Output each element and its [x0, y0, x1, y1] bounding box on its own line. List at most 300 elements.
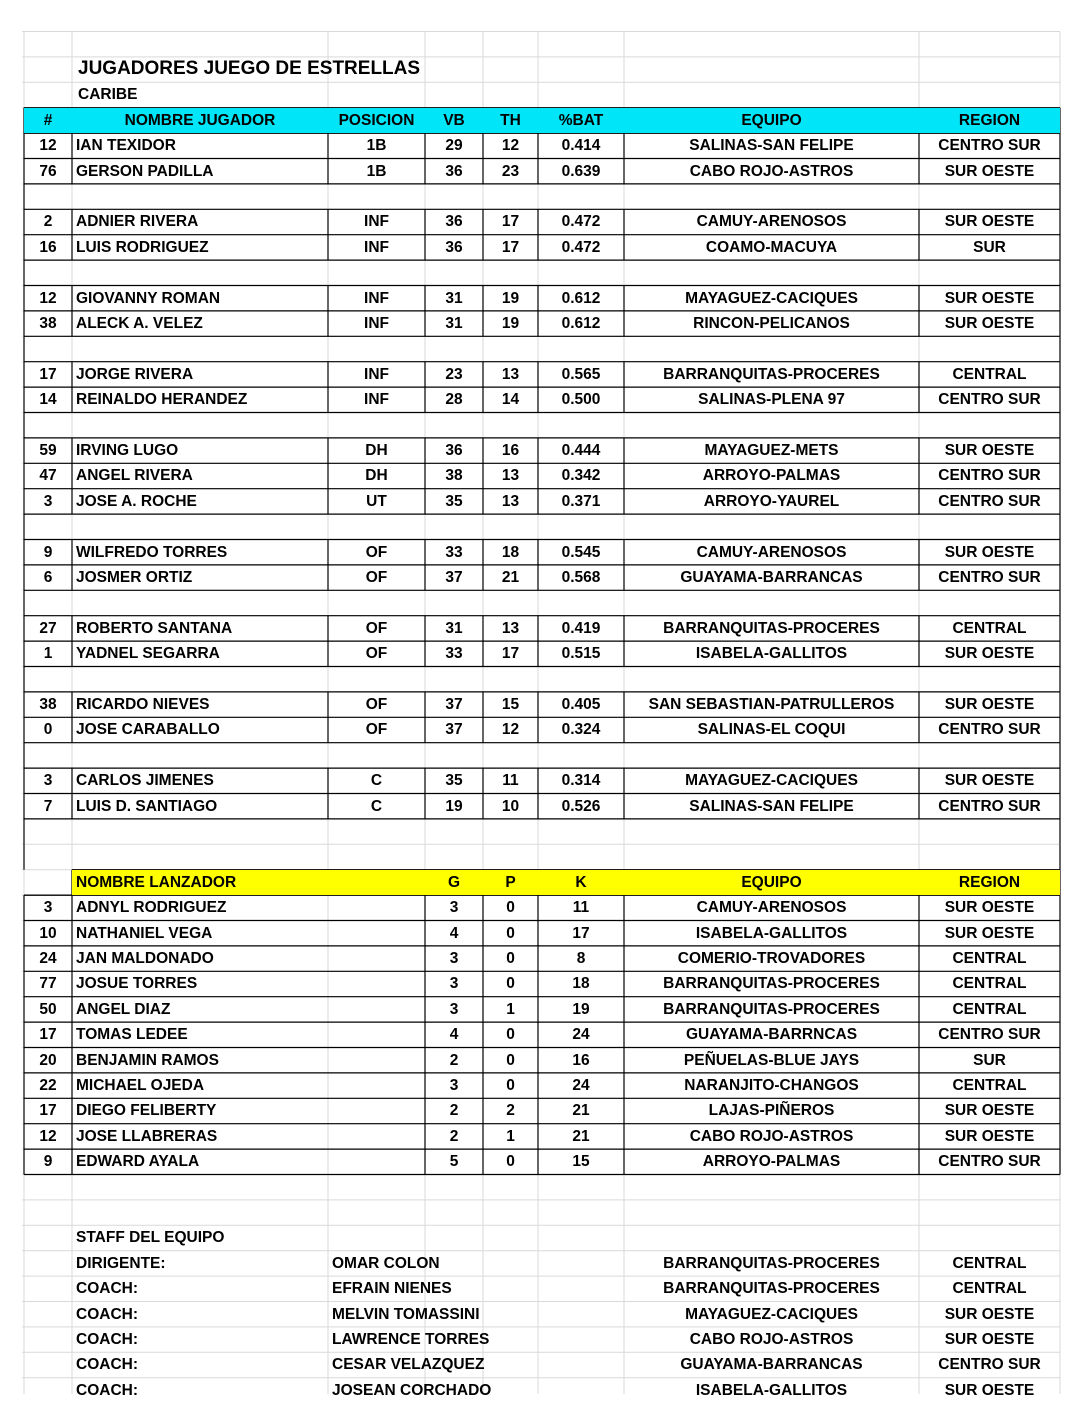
player-col-position: 1B: [366, 137, 387, 155]
player-col-player-name: ADNIER RIVERA: [76, 213, 199, 231]
player-col-th: 18: [501, 543, 520, 561]
player-col-number: 7: [43, 797, 53, 815]
player-col-region: CENTRO SUR: [938, 391, 1041, 409]
pitcher-losses: 1: [506, 1127, 515, 1145]
player-col-number: 3: [43, 772, 53, 790]
player-col-player-name: ROBERTO SANTANA: [76, 619, 233, 637]
player-col-bat-avg: 0.500: [561, 391, 601, 409]
player-col-th: 14: [501, 391, 520, 409]
player-col-position: INF: [364, 365, 389, 383]
player-col-number: 14: [39, 391, 57, 409]
pitcher-strikeouts: 16: [572, 1051, 590, 1069]
pitching-header-row: [0, 870, 1080, 895]
pitcher-games: 2: [449, 1127, 459, 1145]
player-col-vb: 36: [445, 238, 463, 256]
pitcher-games: 3: [449, 949, 459, 967]
pitcher-team: ARROYO-PALMAS: [702, 1153, 841, 1171]
pitcher-name: DIEGO FELIBERTY: [76, 1102, 217, 1120]
header-pitcher-name: NOMBRE LANZADOR: [76, 873, 237, 891]
pitcher-games: 3: [449, 899, 459, 917]
player-col-th: 13: [501, 365, 520, 383]
pitcher-row: [0, 1048, 1080, 1073]
player-col-vb: 36: [445, 441, 463, 459]
header-col-team: EQUIPO: [741, 111, 802, 129]
title-row: [0, 57, 1080, 82]
pitcher-team: LAJAS-PIÑEROS: [708, 1102, 835, 1120]
player-col-region: CENTRO SUR: [938, 797, 1041, 815]
pitcher-name: MICHAEL OJEDA: [76, 1076, 205, 1094]
pitcher-name: ADNYL RODRIGUEZ: [76, 899, 227, 917]
player-col-position: C: [370, 797, 383, 815]
pitcher-games: 3: [449, 1000, 459, 1018]
player-col-team: MAYAGUEZ-METS: [704, 441, 839, 459]
player-row: [0, 159, 1080, 184]
player-col-bat-avg: 0.472: [561, 238, 601, 256]
player-col-vb: 28: [445, 391, 463, 409]
player-col-player-name: JORGE RIVERA: [76, 365, 194, 383]
player-col-region: CENTRO SUR: [938, 721, 1041, 739]
player-col-team: CABO ROJO-ASTROS: [689, 162, 854, 180]
player-col-th: 13: [501, 619, 520, 637]
header-games: G: [447, 873, 461, 891]
staff-role: COACH:: [76, 1356, 138, 1374]
pitcher-strikeouts: 18: [572, 975, 590, 993]
player-col-vb: 33: [445, 645, 463, 663]
player-col-position: DH: [365, 441, 388, 459]
pitcher-number: 3: [43, 899, 53, 917]
player-row: [0, 616, 1080, 641]
player-col-region: CENTRO SUR: [938, 467, 1041, 485]
player-col-position: 1B: [366, 162, 387, 180]
pitcher-row: [0, 1073, 1080, 1098]
staff-name: EFRAIN NIENES: [332, 1280, 452, 1298]
player-col-team: SALINAS-PLENA 97: [698, 391, 845, 409]
player-col-bat-avg: 0.612: [561, 314, 601, 332]
player-col-region: CENTRAL: [952, 619, 1027, 637]
staff-row: [0, 1327, 1080, 1352]
header-col-region: REGION: [958, 111, 1021, 129]
player-col-vb: 23: [445, 365, 463, 383]
staff-row: [0, 1251, 1080, 1276]
pitcher-name: EDWARD AYALA: [76, 1153, 200, 1171]
header-team: EQUIPO: [741, 873, 802, 891]
player-col-bat-avg: 0.314: [561, 772, 601, 790]
player-col-vb: 31: [445, 314, 463, 332]
pitcher-games: 5: [449, 1153, 459, 1171]
player-col-vb: 31: [445, 619, 463, 637]
pitcher-games: 4: [449, 924, 459, 942]
pitcher-strikeouts: 17: [572, 924, 590, 942]
player-col-th: 13: [501, 467, 520, 485]
player-col-bat-avg: 0.405: [561, 695, 601, 713]
player-col-team: GUAYAMA-BARRANCAS: [680, 568, 863, 586]
pitcher-losses: 0: [506, 1026, 515, 1044]
player-col-th: 19: [501, 289, 520, 307]
player-col-position: OF: [365, 721, 388, 739]
staff-region: SUR OESTE: [944, 1305, 1035, 1323]
player-col-team: MAYAGUEZ-CACIQUES: [685, 772, 858, 790]
pitcher-games: 2: [449, 1102, 459, 1120]
pitcher-strikeouts: 21: [572, 1102, 590, 1120]
staff-team: CABO ROJO-ASTROS: [689, 1330, 854, 1348]
pitcher-team: BARRANQUITAS-PROCERES: [663, 975, 880, 993]
pitcher-name: JOSUE TORRES: [76, 975, 198, 993]
player-col-region: SUR OESTE: [944, 289, 1035, 307]
player-col-vb: 29: [445, 137, 463, 155]
pitcher-losses: 0: [506, 949, 515, 967]
player-col-region: SUR OESTE: [944, 213, 1035, 231]
pitcher-region: SUR OESTE: [944, 1127, 1035, 1145]
pitcher-team: COMERIO-TROVADORES: [677, 949, 866, 967]
player-col-vb: 37: [445, 695, 463, 713]
player-col-region: SUR OESTE: [944, 543, 1035, 561]
pitcher-row: [0, 895, 1080, 920]
player-col-vb: 31: [445, 289, 463, 307]
pitcher-losses: 2: [506, 1102, 515, 1120]
pitcher-number: 9: [43, 1153, 53, 1171]
player-col-number: 38: [39, 695, 57, 713]
pitcher-region: CENTRO SUR: [938, 1026, 1041, 1044]
staff-team: BARRANQUITAS-PROCERES: [663, 1254, 880, 1272]
player-col-position: DH: [365, 467, 388, 485]
player-col-position: OF: [365, 619, 388, 637]
page-title: JUGADORES JUEGO DE ESTRELLAS: [78, 57, 421, 79]
staff-role: COACH:: [76, 1305, 138, 1323]
staff-name: JOSEAN CORCHADO: [332, 1381, 492, 1399]
player-col-position: INF: [364, 289, 389, 307]
player-col-bat-avg: 0.414: [561, 137, 601, 155]
staff-role: DIRIGENTE:: [76, 1254, 166, 1272]
player-col-number: 27: [39, 619, 57, 637]
player-col-team: SAN SEBASTIAN-PATRULLEROS: [648, 695, 895, 713]
staff-title-row: [0, 1225, 1080, 1250]
pitcher-team: BARRANQUITAS-PROCERES: [663, 1000, 880, 1018]
player-col-number: 12: [39, 137, 57, 155]
player-col-bat-avg: 0.324: [561, 721, 601, 739]
player-col-player-name: ALECK A. VELEZ: [76, 314, 203, 332]
player-col-vb: 37: [445, 568, 463, 586]
staff-region: CENTRAL: [952, 1254, 1027, 1272]
pitcher-name: ANGEL DIAZ: [76, 1000, 171, 1018]
player-col-player-name: WILFREDO TORRES: [76, 543, 228, 561]
staff-role: COACH:: [76, 1330, 138, 1348]
staff-role: COACH:: [76, 1280, 138, 1298]
pitcher-number: 17: [39, 1026, 57, 1044]
player-col-vb: 33: [445, 543, 463, 561]
player-row: [0, 768, 1080, 793]
player-col-number: 12: [39, 289, 57, 307]
pitcher-row: [0, 1022, 1080, 1047]
player-col-team: ARROYO-PALMAS: [702, 467, 841, 485]
player-col-player-name: CARLOS JIMENES: [76, 772, 214, 790]
player-col-number: 0: [43, 721, 53, 739]
player-col-bat-avg: 0.342: [561, 467, 601, 485]
pitcher-number: 77: [39, 975, 57, 993]
pitcher-losses: 0: [506, 1153, 515, 1171]
player-col-th: 17: [501, 238, 520, 256]
player-col-vb: 19: [445, 797, 463, 815]
player-col-th: 17: [501, 645, 520, 663]
staff-region: SUR OESTE: [944, 1330, 1035, 1348]
player-col-region: SUR OESTE: [944, 772, 1035, 790]
pitcher-row: [0, 1124, 1080, 1149]
player-col-bat-avg: 0.568: [561, 568, 601, 586]
player-col-team: ARROYO-YAUREL: [703, 492, 840, 510]
player-col-th: 17: [501, 213, 520, 231]
player-col-team: SALINAS-EL COQUI: [697, 721, 846, 739]
player-col-number: 47: [39, 467, 57, 485]
player-col-bat-avg: 0.639: [561, 162, 601, 180]
player-row: [0, 438, 1080, 463]
player-col-position: INF: [364, 213, 389, 231]
pitcher-row: [0, 1098, 1080, 1123]
player-col-number: 2: [43, 213, 53, 231]
player-row: [0, 641, 1080, 666]
player-col-th: 23: [501, 162, 520, 180]
player-row: [0, 311, 1080, 336]
player-col-region: SUR OESTE: [944, 441, 1035, 459]
player-col-th: 11: [502, 772, 519, 790]
player-col-number: 3: [43, 492, 53, 510]
player-col-bat-avg: 0.565: [561, 365, 601, 383]
pitcher-row: [0, 1149, 1080, 1174]
player-col-region: SUR: [973, 238, 1006, 256]
pitcher-strikeouts: 15: [572, 1153, 590, 1171]
player-col-team: SALINAS-SAN FELIPE: [689, 797, 854, 815]
header-col-position: POSICION: [338, 111, 415, 129]
pitcher-name: JAN MALDONADO: [76, 949, 214, 967]
player-col-region: CENTRO SUR: [938, 137, 1041, 155]
staff-region: CENTRO SUR: [938, 1356, 1041, 1374]
player-col-th: 19: [501, 314, 520, 332]
pitcher-region: CENTRAL: [952, 1076, 1027, 1094]
pitcher-games: 3: [449, 975, 459, 993]
pitcher-region: SUR OESTE: [944, 899, 1035, 917]
player-col-number: 16: [39, 238, 57, 256]
header-strikeouts: K: [575, 873, 587, 891]
batting-header-row: [24, 108, 1060, 133]
player-col-th: 15: [501, 695, 520, 713]
player-col-player-name: REINALDO HERANDEZ: [76, 391, 248, 409]
player-row: [0, 387, 1080, 412]
player-col-th: 13: [501, 492, 520, 510]
pitcher-team: GUAYAMA-BARRNCAS: [685, 1026, 858, 1044]
player-col-player-name: GERSON PADILLA: [76, 162, 214, 180]
pitcher-region: SUR OESTE: [944, 924, 1035, 942]
pitcher-team: CABO ROJO-ASTROS: [689, 1127, 854, 1145]
player-col-region: SUR OESTE: [944, 645, 1035, 663]
player-col-bat-avg: 0.612: [561, 289, 601, 307]
pitcher-number: 24: [39, 949, 57, 967]
pitcher-name: JOSE LLABRERAS: [76, 1127, 218, 1145]
player-row: [0, 133, 1080, 158]
pitcher-region: CENTRAL: [952, 1000, 1027, 1018]
pitcher-team: CAMUY-ARENOSOS: [696, 899, 847, 917]
player-col-region: SUR OESTE: [944, 162, 1035, 180]
player-col-th: 12: [501, 721, 520, 739]
player-col-player-name: GIOVANNY ROMAN: [76, 289, 221, 307]
player-col-team: COAMO-MACUYA: [705, 238, 838, 256]
player-row: [0, 489, 1080, 514]
pitcher-strikeouts: 8: [576, 949, 586, 967]
pitcher-losses: 0: [506, 975, 515, 993]
pitcher-strikeouts: 11: [572, 899, 590, 917]
pitcher-row: [0, 921, 1080, 946]
player-col-vb: 35: [445, 772, 463, 790]
header-col-number: #: [43, 111, 53, 129]
player-col-bat-avg: 0.444: [561, 441, 601, 459]
player-col-region: CENTRAL: [952, 365, 1027, 383]
player-col-bat-avg: 0.515: [561, 645, 601, 663]
player-col-team: CAMUY-ARENOSOS: [696, 213, 847, 231]
player-col-number: 9: [43, 543, 53, 561]
player-col-number: 76: [39, 162, 57, 180]
player-col-vb: 36: [445, 213, 463, 231]
player-col-position: OF: [365, 695, 388, 713]
player-col-team: BARRANQUITAS-PROCERES: [663, 365, 880, 383]
pitcher-number: 50: [39, 1000, 57, 1018]
staff-team: ISABELA-GALLITOS: [695, 1381, 848, 1399]
header-col-bat-avg: %BAT: [558, 111, 604, 129]
player-col-team: SALINAS-SAN FELIPE: [689, 137, 854, 155]
pitcher-games: 3: [449, 1076, 459, 1094]
player-row: [0, 692, 1080, 717]
header-col-th: TH: [500, 111, 521, 129]
pitcher-team: PEÑUELAS-BLUE JAYS: [683, 1051, 860, 1069]
player-row: [0, 463, 1080, 488]
staff-region: SUR OESTE: [944, 1381, 1035, 1399]
staff-row: [0, 1302, 1080, 1327]
staff-region: CENTRAL: [952, 1280, 1027, 1298]
player-row: [0, 717, 1080, 742]
player-row: [0, 362, 1080, 387]
staff-team: MAYAGUEZ-CACIQUES: [685, 1305, 858, 1323]
header-losses: P: [505, 873, 516, 891]
staff-name: OMAR COLON: [332, 1254, 440, 1272]
pitcher-row: [0, 971, 1080, 996]
player-col-player-name: YADNEL SEGARRA: [76, 645, 220, 663]
player-col-region: CENTRO SUR: [938, 568, 1041, 586]
player-col-player-name: ANGEL RIVERA: [76, 467, 193, 485]
pitcher-strikeouts: 24: [572, 1026, 590, 1044]
player-col-vb: 37: [445, 721, 463, 739]
pitcher-number: 22: [39, 1076, 57, 1094]
pitcher-losses: 0: [506, 899, 515, 917]
pitcher-team: NARANJITO-CHANGOS: [684, 1076, 859, 1094]
header-col-vb: VB: [443, 111, 465, 129]
pitcher-games: 2: [449, 1051, 459, 1069]
pitcher-number: 10: [39, 924, 57, 942]
pitcher-row: [0, 946, 1080, 971]
staff-name: LAWRENCE TORRES: [332, 1330, 490, 1348]
pitcher-region: SUR: [973, 1051, 1006, 1069]
pitcher-region: CENTRAL: [952, 949, 1027, 967]
player-col-region: SUR OESTE: [944, 695, 1035, 713]
player-col-player-name: JOSE A. ROCHE: [76, 492, 197, 510]
player-col-position: C: [370, 772, 383, 790]
pitcher-region: CENTRO SUR: [938, 1153, 1041, 1171]
staff-title: STAFF DEL EQUIPO: [76, 1229, 225, 1247]
staff-name: CESAR VELAZQUEZ: [332, 1356, 485, 1374]
pitcher-number: 12: [39, 1127, 57, 1145]
player-col-position: OF: [365, 645, 388, 663]
pitcher-number: 20: [39, 1051, 57, 1069]
player-col-number: 59: [39, 441, 57, 459]
player-col-vb: 36: [445, 162, 463, 180]
player-col-player-name: LUIS RODRIGUEZ: [76, 238, 209, 256]
player-row: [0, 565, 1080, 590]
pitcher-strikeouts: 21: [572, 1127, 590, 1145]
player-col-bat-avg: 0.472: [561, 213, 601, 231]
pitcher-name: NATHANIEL VEGA: [76, 924, 213, 942]
player-col-position: OF: [365, 543, 388, 561]
pitcher-region: SUR OESTE: [944, 1102, 1035, 1120]
player-col-bat-avg: 0.545: [561, 543, 601, 561]
player-col-bat-avg: 0.419: [561, 619, 601, 637]
pitcher-losses: 0: [506, 924, 515, 942]
staff-team: GUAYAMA-BARRANCAS: [680, 1356, 863, 1374]
pitcher-row: [0, 997, 1080, 1022]
staff-row: [0, 1378, 1080, 1403]
pitcher-losses: 1: [506, 1000, 515, 1018]
player-col-number: 17: [39, 365, 57, 383]
pitcher-strikeouts: 19: [572, 1000, 590, 1018]
staff-row: [0, 1276, 1080, 1301]
player-col-player-name: JOSE CARABALLO: [76, 721, 220, 739]
pitcher-team: ISABELA-GALLITOS: [695, 924, 848, 942]
player-col-player-name: IRVING LUGO: [76, 441, 179, 459]
player-col-player-name: LUIS D. SANTIAGO: [76, 797, 218, 815]
header-region: REGION: [958, 873, 1021, 891]
player-col-number: 6: [43, 568, 53, 586]
player-row: [0, 209, 1080, 234]
pitcher-games: 4: [449, 1026, 459, 1044]
player-col-th: 16: [501, 441, 520, 459]
player-col-position: INF: [364, 238, 389, 256]
pitcher-losses: 0: [506, 1076, 515, 1094]
player-col-number: 1: [43, 645, 53, 663]
player-col-player-name: RICARDO NIEVES: [76, 695, 210, 713]
player-col-position: UT: [366, 492, 387, 510]
player-col-position: OF: [365, 568, 388, 586]
subtitle-row: [0, 82, 1080, 107]
pitcher-losses: 0: [506, 1051, 515, 1069]
staff-row: [0, 1352, 1080, 1377]
player-col-number: 38: [39, 314, 57, 332]
player-col-team: MAYAGUEZ-CACIQUES: [685, 289, 858, 307]
header-col-player-name: NOMBRE JUGADOR: [124, 111, 276, 129]
player-col-vb: 35: [445, 492, 463, 510]
player-col-vb: 38: [445, 467, 463, 485]
player-col-position: INF: [364, 314, 389, 332]
staff-role: COACH:: [76, 1381, 138, 1399]
pitcher-strikeouts: 24: [572, 1076, 590, 1094]
staff-name: MELVIN TOMASSINI: [332, 1305, 480, 1323]
page-subtitle: CARIBE: [78, 86, 138, 104]
player-col-region: SUR OESTE: [944, 314, 1035, 332]
player-col-player-name: JOSMER ORTIZ: [76, 568, 193, 586]
player-col-bat-avg: 0.371: [561, 492, 601, 510]
player-col-position: INF: [364, 391, 389, 409]
player-row: [0, 286, 1080, 311]
pitcher-name: TOMAS LEDEE: [76, 1026, 188, 1044]
pitcher-name: BENJAMIN RAMOS: [76, 1051, 219, 1069]
staff-team: BARRANQUITAS-PROCERES: [663, 1280, 880, 1298]
player-col-th: 10: [501, 797, 520, 815]
player-col-th: 12: [501, 137, 520, 155]
pitcher-region: CENTRAL: [952, 975, 1027, 993]
player-col-bat-avg: 0.526: [561, 797, 601, 815]
